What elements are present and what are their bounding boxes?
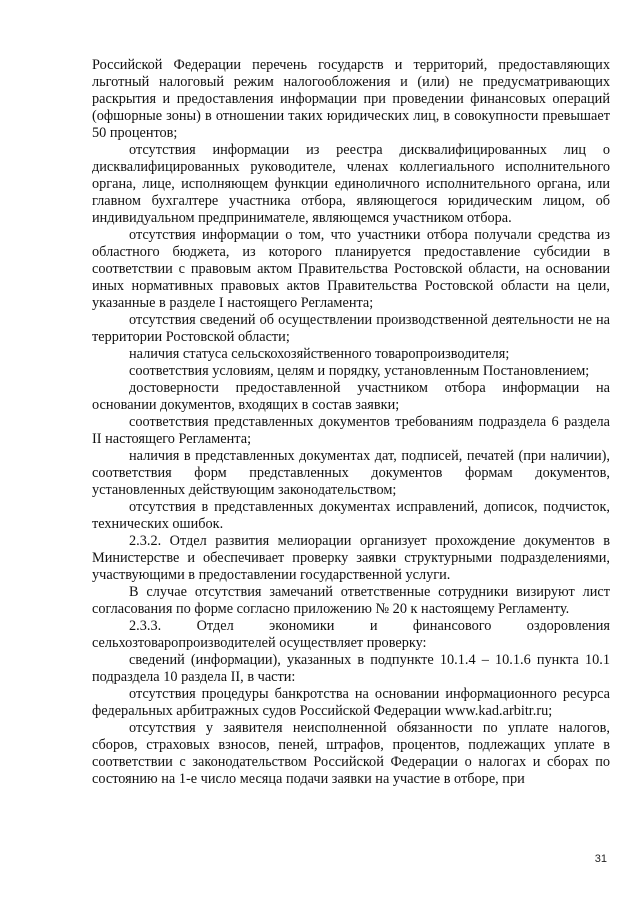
- paragraph-production-territory: отсутствия сведений об осуществлении производственной деятельности не на территории Ростовской области;: [92, 312, 610, 345]
- paragraph-regional-budget-funds: отсутствия информации о том, что участники отбора получали средства из областного бюджета, из которого планируется предоставление субсидии в соответствии с правовым актом Правительства Ростовской области, на основании иных нормативных правовых актов Правительства Ростовской области на цели, указанные в разделе I настоящего Регламента;: [92, 227, 610, 311]
- paragraph-approval-sheet: В случае отсутствия замечаний ответственные сотрудники визируют лист согласования по форме согласно приложению № 20 к настоящему Регламенту.: [92, 584, 610, 617]
- paragraph-tax-obligations: отсутствия у заявителя неисполненной обязанности по уплате налогов, сборов, страховых взносов, пеней, штрафов, процентов, подлежащих уплате в соответствии с законодательством Российской Федерации о налогах и сборах по состоянию на 1-е число месяца подачи заявки на участие в отборе, при: [92, 720, 610, 787]
- paragraph-producer-status: наличия статуса сельскохозяйственного товаропроизводителя;: [129, 346, 510, 362]
- paragraph-information-accuracy: достоверности предоставленной участником отбора информации на основании документов, входящих в состав заявки;: [92, 380, 610, 413]
- paragraph-dates-signatures-seals: наличия в представленных документах дат, подписей, печатей (при наличии), соответствия форм представленных документов формам документов, установленных действующим законодательством;: [92, 448, 610, 498]
- page-number: 31: [594, 853, 607, 865]
- paragraph-section-2-3-2: 2.3.2. Отдел развития мелиорации организует прохождение документов в Министерстве и обеспечивает проверку заявки структурными подразделениями, участвующими в предоставлении государственной услуги.: [92, 533, 610, 583]
- document-page: [92, 57, 610, 788]
- paragraph-disqualified-registry: отсутствия информации из реестра дисквалифицированных лиц о дисквалифицированных руководителе, членах коллегиального исполнительного органа, лице, исполняющем функции единоличного исполнительного органа, или главном бухгалтере участника отбора, являющегося юридическим лицом, об индивидуальном предпринимателе, являющемся участником отбора.: [92, 142, 610, 226]
- paragraph-no-corrections: отсутствия в представленных документах исправлений, дописок, подчисток, технических ошибок.: [92, 499, 610, 532]
- paragraph-resolution-conditions: соответствия условиям, целям и порядку, установленным Постановлением;: [129, 363, 590, 379]
- paragraph-document-requirements: соответствия представленных документов требованиям подраздела 6 раздела II настоящего Регламента;: [92, 414, 610, 447]
- paragraph-offshore-continuation: Российской Федерации перечень государств и территорий, предоставляющих льготный налоговый режим налогообложения и (или) не предусматривающих раскрытия и предоставления информации при проведении финансовых операций (офшорные зоны) в отношении таких юридических лиц, в совокупности превышает 50 процентов;: [92, 57, 610, 141]
- paragraph-section-2-3-3: 2.3.3. Отдел экономики и финансового оздоровления сельхозтоваропроизводителей осуществляет проверку:: [92, 618, 610, 651]
- paragraph-subpoint-information: сведений (информации), указанных в подпункте 10.1.4 – 10.1.6 пункта 10.1 подраздела 10 раздела II, в части:: [92, 652, 610, 685]
- paragraph-bankruptcy-check: отсутствия процедуры банкротства на основании информационного ресурса федеральных арбитражных судов Российской Федерации www.kad.arbitr.ru;: [92, 686, 610, 719]
